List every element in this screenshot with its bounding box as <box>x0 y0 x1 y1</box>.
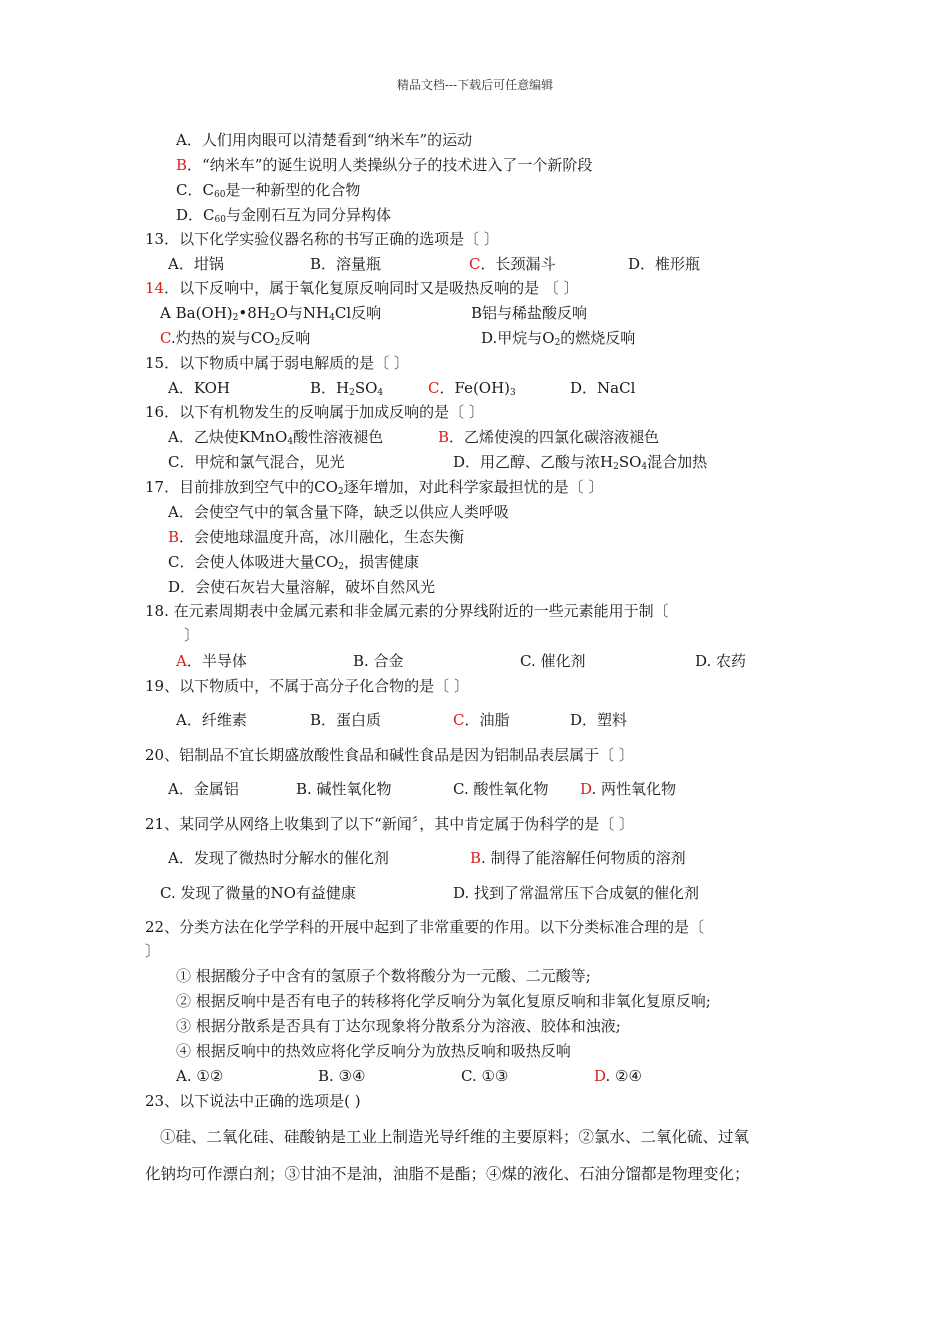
q20-option-c: C. 酸性氧化物 <box>453 780 549 798</box>
option-text: 混合加热 <box>647 453 708 471</box>
subscript: 4 <box>377 388 384 398</box>
option-text: 酸性溶液褪色 <box>293 428 384 446</box>
q14-option-b: B铝与稀盐酸反响 <box>471 304 588 322</box>
q13-option-d: D．椎形瓶 <box>628 255 701 273</box>
q15-stem: 15．以下物质中属于弱电解质的是〔 〕 <box>145 354 409 372</box>
q22-option-d <box>594 1066 642 1086</box>
option-text: D．C <box>176 206 215 224</box>
q20-option-b: B. 碱性氧化物 <box>296 780 392 798</box>
answer-mark: B <box>438 428 450 446</box>
q19-stem: 19、以下物质中，不属于高分子化合物的是〔 〕 <box>145 677 469 695</box>
subscript: 2 <box>613 462 619 472</box>
q21-option-b <box>470 848 686 868</box>
subscript: 60 <box>213 190 226 200</box>
option-text: 与金刚石互为同分异构体 <box>225 206 391 224</box>
q17-stem <box>145 477 603 502</box>
q20-option-a: A．金属铝 <box>168 780 239 798</box>
q21-option-d: D. 找到了常温常压下合成氨的催化剂 <box>453 884 700 902</box>
q13-stem: 13．以下化学实验仪器名称的书写正确的选项是〔 〕 <box>145 230 499 248</box>
subscript: 2 <box>269 313 276 323</box>
subscript: 2 <box>337 487 344 497</box>
q17-option-a: A．会使空气中的氧含量下降，缺乏以供应人类呼吸 <box>168 503 509 521</box>
q15-option-a: A．KOH <box>168 379 231 397</box>
q12-option-b <box>176 155 592 175</box>
answer-mark: C <box>469 255 481 273</box>
option-text: . 两性氧化物 <box>591 780 677 798</box>
q21-option-a: A．发现了微热时分解水的催化剂 <box>168 849 389 867</box>
page-header: 精品文档---下载后可任意编辑 <box>396 78 554 92</box>
answer-mark: A <box>176 652 187 670</box>
q16-stem: 16．以下有机物发生的反响属于加成反响的是〔 〕 <box>145 403 484 421</box>
subscript: 2 <box>232 313 239 323</box>
option-text: ．“纳米车”的诞生说明人类操纵分子的技术进入了一个新阶段 <box>187 156 593 174</box>
option-text: ．油脂 <box>464 711 510 729</box>
q18-option-b: B. 合金 <box>353 652 404 670</box>
stem-text: 17．目前排放到空气中的CO <box>145 478 338 496</box>
q19-option-b: B．蛋白质 <box>310 711 382 729</box>
q15-option-c <box>428 378 516 403</box>
q18-option-a <box>176 651 247 671</box>
subscript: 2 <box>274 338 281 348</box>
q19-option-d: D．塑料 <box>570 711 628 729</box>
subscript: 4 <box>329 313 335 323</box>
q18-stem-cont: 〕 <box>184 626 200 644</box>
q22-option-b: B. ③④ <box>318 1067 366 1085</box>
q15-option-d: D．NaCl <box>570 379 636 397</box>
q20-stem: 20、铝制品不宜长期盛放酸性食品和碱性食品是因为铝制品表层属于〔 〕 <box>145 746 634 764</box>
option-text: D.甲烷与O <box>481 329 555 347</box>
option-text: A Ba(OH) <box>160 304 233 322</box>
stem-text: ．以下反响中，属于氧化复原反响同时又是吸热反响的是 〔 〕 <box>164 279 579 297</box>
option-text: . ②④ <box>605 1067 642 1085</box>
q19-option-a: A．纤维素 <box>176 711 247 729</box>
option-text: 反响 <box>280 329 311 347</box>
q16-option-b <box>438 427 659 447</box>
subscript: 2 <box>349 388 355 398</box>
question-number: 14 <box>145 279 165 297</box>
subscript: 3 <box>510 388 516 398</box>
q22-option-a: A. ①② <box>176 1067 224 1085</box>
q19-option-c <box>453 710 510 730</box>
subscript: 60 <box>214 215 226 225</box>
q18-option-d: D. 农药 <box>695 652 747 670</box>
option-text: C．C <box>176 181 214 199</box>
option-text: O与NH <box>275 304 330 322</box>
q22-stem-cont: 〕 <box>145 942 161 960</box>
answer-mark: B <box>176 156 188 174</box>
option-text: ．长颈漏斗 <box>480 255 556 273</box>
option-text: 的燃烧反响 <box>560 329 636 347</box>
answer-mark: B <box>470 849 482 867</box>
q20-option-d <box>580 779 676 799</box>
subscript: 2 <box>554 338 561 348</box>
option-text: A．乙炔使KMnO <box>168 428 288 446</box>
option-text: ．半导体 <box>186 652 247 670</box>
q22-item-3: ③ 根据分散系是否具有丁达尔现象将分散系分为溶液、胶体和浊液; <box>176 1017 621 1035</box>
q22-stem: 22、分类方法在化学学科的开展中起到了非常重要的作用。以下分类标准合理的是〔 <box>145 918 705 936</box>
subscript: 4 <box>641 462 648 472</box>
q21-option-c: C. 发现了微量的NO有益健康 <box>160 884 356 902</box>
q13-option-a: A．坩锅 <box>168 255 224 273</box>
q14-stem <box>145 278 579 298</box>
option-text: .灼热的炭与CO <box>170 329 275 347</box>
q18-stem: 18. 在元素周期表中金属元素和非金属元素的分界线附近的一些元素能用于制〔 <box>145 602 669 620</box>
option-text: . 制得了能溶解任何物质的溶剂 <box>481 849 686 867</box>
subscript: 2 <box>338 562 344 572</box>
q21-stem: 21、某同学从网络上收集到了以下“新闻〞，其中肯定属于伪科学的是〔 〕 <box>145 815 635 833</box>
q22-item-1: ① 根据酸分子中含有的氢原子个数将酸分为一元酸、二元酸等; <box>176 967 591 985</box>
q16-option-d <box>453 452 707 477</box>
q22-item-2: ② 根据反响中是否有电子的转移将化学反响分为氧化复原反响和非氧化复原反响; <box>176 992 711 1010</box>
q17-option-c <box>168 552 419 577</box>
q16-option-c: C．甲烷和氯气混合，见光 <box>168 453 345 471</box>
option-text: ．Fe(OH) <box>439 379 511 397</box>
option-text: 是一种新型的化合物 <box>225 181 361 199</box>
q14-option-d <box>481 328 635 353</box>
option-text: B．H <box>310 379 350 397</box>
option-text: ．会使地球温度升高，冰川融化，生态失衡 <box>179 528 465 546</box>
stem-text: 逐年增加，对此科学家最担忧的是〔 〕 <box>343 478 604 496</box>
q16-option-a <box>168 427 383 452</box>
q15-option-b <box>310 378 383 403</box>
q22-item-4: ④ 根据反响中的热效应将化学反响分为放热反响和吸热反响 <box>176 1042 571 1060</box>
answer-mark: D <box>580 780 592 798</box>
q18-option-c: C. 催化剂 <box>520 652 586 670</box>
q12-option-c <box>176 180 360 205</box>
q12-option-d <box>176 205 391 230</box>
q13-option-c <box>469 254 556 274</box>
option-text: ．乙烯使溴的四氯化碳溶液褪色 <box>449 428 660 446</box>
q23-paragraph-line-1: ①硅、二氧化硅、硅酸钠是工业上制造光导纤维的主要原料；②氯水、二氧化硫、过氧 <box>160 1128 750 1146</box>
q22-option-c: C. ①③ <box>461 1067 509 1085</box>
q17-option-d: D．会使石灰岩大量溶解，破坏自然风光 <box>168 578 436 596</box>
option-text: D．用乙醇、乙酸与浓H <box>453 453 614 471</box>
option-text: ，损害健康 <box>344 553 420 571</box>
option-text: C．会使人体吸进大量CO <box>168 553 339 571</box>
answer-mark: C <box>453 711 465 729</box>
answer-mark: C <box>428 379 440 397</box>
q14-option-a <box>160 303 381 328</box>
answer-mark: D <box>594 1067 606 1085</box>
answer-mark: B <box>168 528 180 546</box>
q23-stem: 23、以下说法中正确的选项是( ) <box>145 1092 361 1110</box>
q17-option-b <box>168 527 464 547</box>
q23-paragraph-line-2: 化钠均可作漂白剂；③甘油不是油，油脂不是酯；④煤的液化、石油分馏都是物理变化； <box>145 1165 750 1183</box>
option-text: •8H <box>238 304 270 322</box>
answer-mark: C <box>160 329 171 347</box>
q12-option-a: A．人们用肉眼可以清楚看到“纳米车”的运动 <box>176 131 473 149</box>
subscript: 4 <box>287 437 294 447</box>
q14-option-c <box>160 328 310 353</box>
q13-option-b: B．溶量瓶 <box>310 255 382 273</box>
option-text: SO <box>354 379 378 397</box>
option-text: SO <box>618 453 642 471</box>
option-text: Cl反响 <box>334 304 382 322</box>
